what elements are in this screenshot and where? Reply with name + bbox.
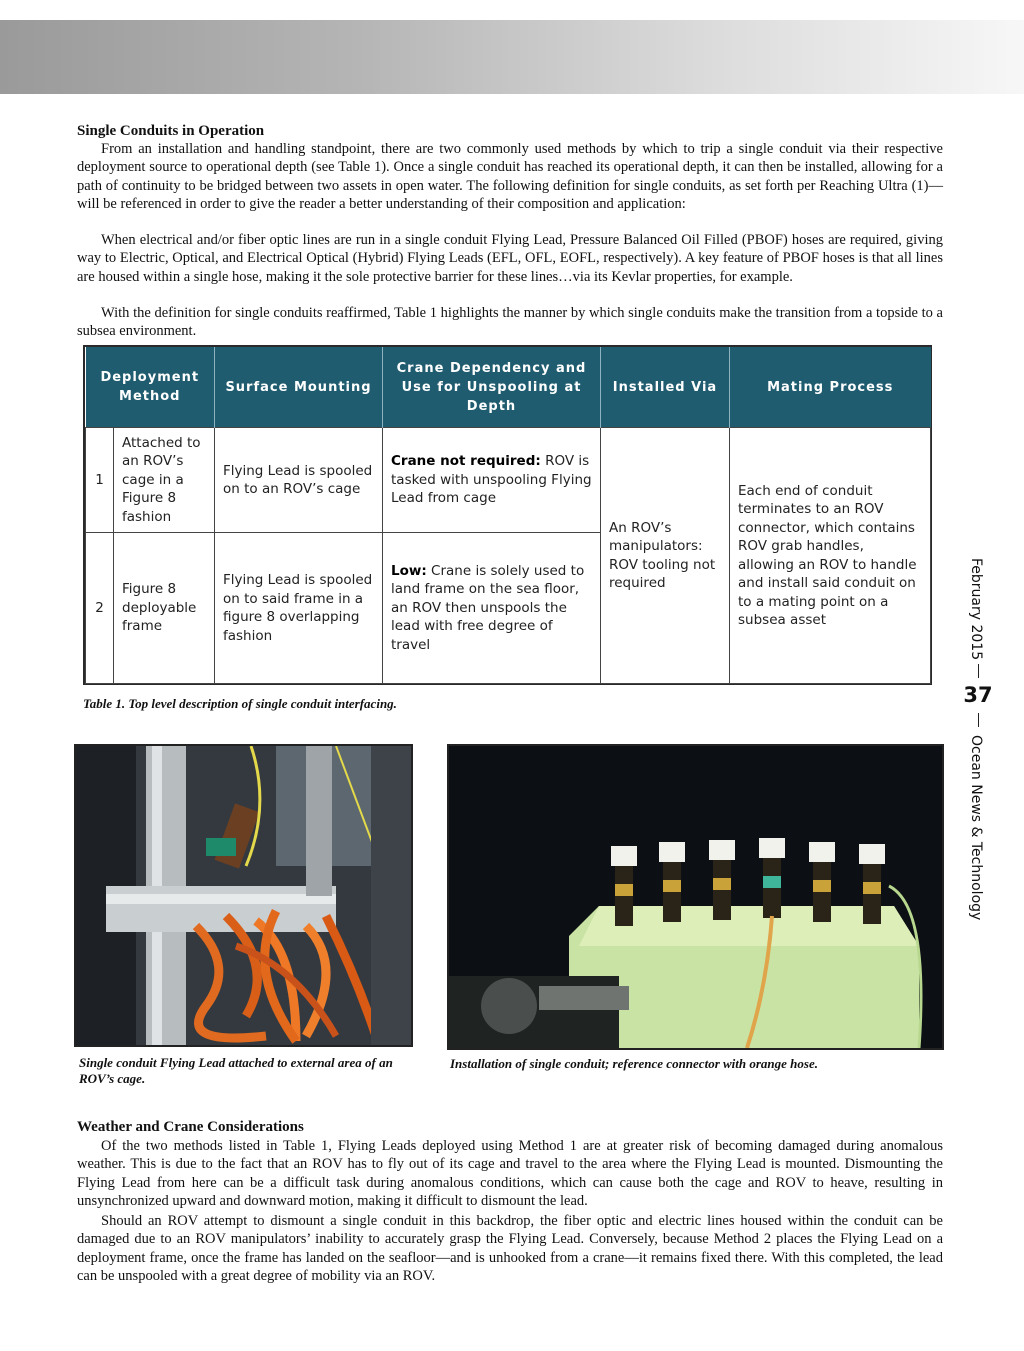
- section-heading-single-conduits: Single Conduits in Operation: [77, 123, 265, 139]
- divider: [978, 664, 979, 678]
- connector-illustration: [449, 746, 942, 1048]
- table-cell-mounting: Flying Lead is spooled on to an ROV’s cage: [215, 428, 383, 533]
- table-caption: Table 1. Top level description of single conduit interfacing.: [83, 696, 397, 711]
- table-header-cell: Crane Dependency and Use for Unspooling at Depth: [383, 347, 601, 428]
- photo-connector-installation: [447, 744, 944, 1050]
- table-header-cell: Deployment Method: [86, 347, 215, 428]
- photo-caption-right: Installation of single conduit; reference connector with orange hose.: [450, 1056, 818, 1071]
- table-cell-method: Figure 8 deployable frame: [114, 533, 215, 684]
- table-row: [86, 428, 931, 533]
- paragraph: Of the two methods listed in Table 1, Flying Leads deployed using Method 1 are at greater risk of becoming damaged during anomalous weather. This is due to the fact that an ROV has to fly out of its cage and travel to the area where the Flying Lead is mounted. Dismounting the Flying Lead from here can be a difficult task during anomalous conditions, which can cause both the cage and ROV to heave, resulting in unsynchronized upward and downward motion, making it difficult to dismount the lead.: [77, 1138, 943, 1210]
- table-cell-mounting: Flying Lead is spooled on to said frame in a figure 8 overlapping fashion: [215, 533, 383, 684]
- issue-date: February 2015: [968, 558, 984, 661]
- table-cell-method: Attached to an ROV’s cage in a Figure 8 fashion: [114, 428, 215, 533]
- table-cell-row-number: 2: [86, 533, 114, 684]
- table-cell-crane: [383, 533, 601, 684]
- header-gradient-band: [0, 20, 1024, 94]
- photo-caption-left: Single conduit Flying Lead attached to external area of an ROV’s cage.: [79, 1055, 393, 1086]
- rov-cage-illustration: [76, 746, 411, 1045]
- crane-text: ROV is tasked with unspooling Flying Lead from cage: [391, 453, 592, 507]
- table-cell-mating-process: Each end of conduit terminates to an ROV connector, which contains ROV grab handles, allowing an ROV to handle and install said conduit on to a mating point on a subsea asset: [730, 428, 931, 684]
- photo-rov-cage-flying-lead: [74, 744, 413, 1047]
- table-header-cell: Mating Process: [730, 347, 931, 428]
- section-heading-weather-crane: Weather and Crane Considerations: [77, 1119, 304, 1135]
- table-header-cell: Surface Mounting: [215, 347, 383, 428]
- table-cell-crane: [383, 428, 601, 533]
- paragraph: Should an ROV attempt to dismount a single conduit in this backdrop, the fiber optic and electric lines housed within the conduit can be damaged due to an ROV manipulators’ inability to accurately grasp the Flying Lead. Conversely, because Method 2 places the Flying Lead on a deployment frame, once the frame has landed on the seafloor—and is unhooked from a crane—it remains fixed there. With this completed, the lead can be unspooled with a great degree of mobility via an ROV.: [77, 1213, 943, 1285]
- table-header-row: [86, 347, 931, 428]
- table-header-cell: Installed Via: [601, 347, 730, 428]
- table-cell-installed-via: An ROV’s manipulators: ROV tooling not required: [601, 428, 730, 684]
- crane-bold-label: Crane not required:: [391, 453, 541, 470]
- table-single-conduit-interfacing: [83, 345, 932, 685]
- crane-text: Crane is solely used to land frame on the sea floor, an ROV then unspools the lead with free degree of travel: [391, 562, 585, 653]
- divider: [978, 713, 979, 727]
- publication-name: Ocean News & Technology: [968, 735, 984, 921]
- paragraph: With the definition for single conduits reaffirmed, Table 1 highlights the manner by which single conduits make the transition from a topside to a subsea environment.: [77, 305, 943, 340]
- paragraph: When electrical and/or fiber optic lines are run in a single conduit Flying Lead, Pressure Balanced Oil Filled (PBOF) hoses are required, giving way to Electric, Optical, and Electrical Optical (Hybrid) Flying Leads (EFL, OFL, EOFL, respectively). A key feature of PBOF hoses is that all lines are housed within a single hose, making it the sole protective barrier for these lines…via its Kevlar properties, for example.: [77, 232, 943, 285]
- crane-bold-label: Low:: [391, 562, 427, 579]
- page-number: 37: [963, 683, 993, 707]
- paragraph: From an installation and handling standpoint, there are two commonly used methods by which to trip a single conduit via their respective deployment source to operational depth (see Table 1). Once a single conduit has reached its operational depth, it can then be installed, allowing for a path of continuity to be bridged between two assets in open water. The following definition for single conduits, as set forth per Reaching Ultra (1)—will be referenced in order to give the reader a better understanding of their composition and application:: [77, 141, 943, 213]
- table-cell-row-number: 1: [86, 428, 114, 533]
